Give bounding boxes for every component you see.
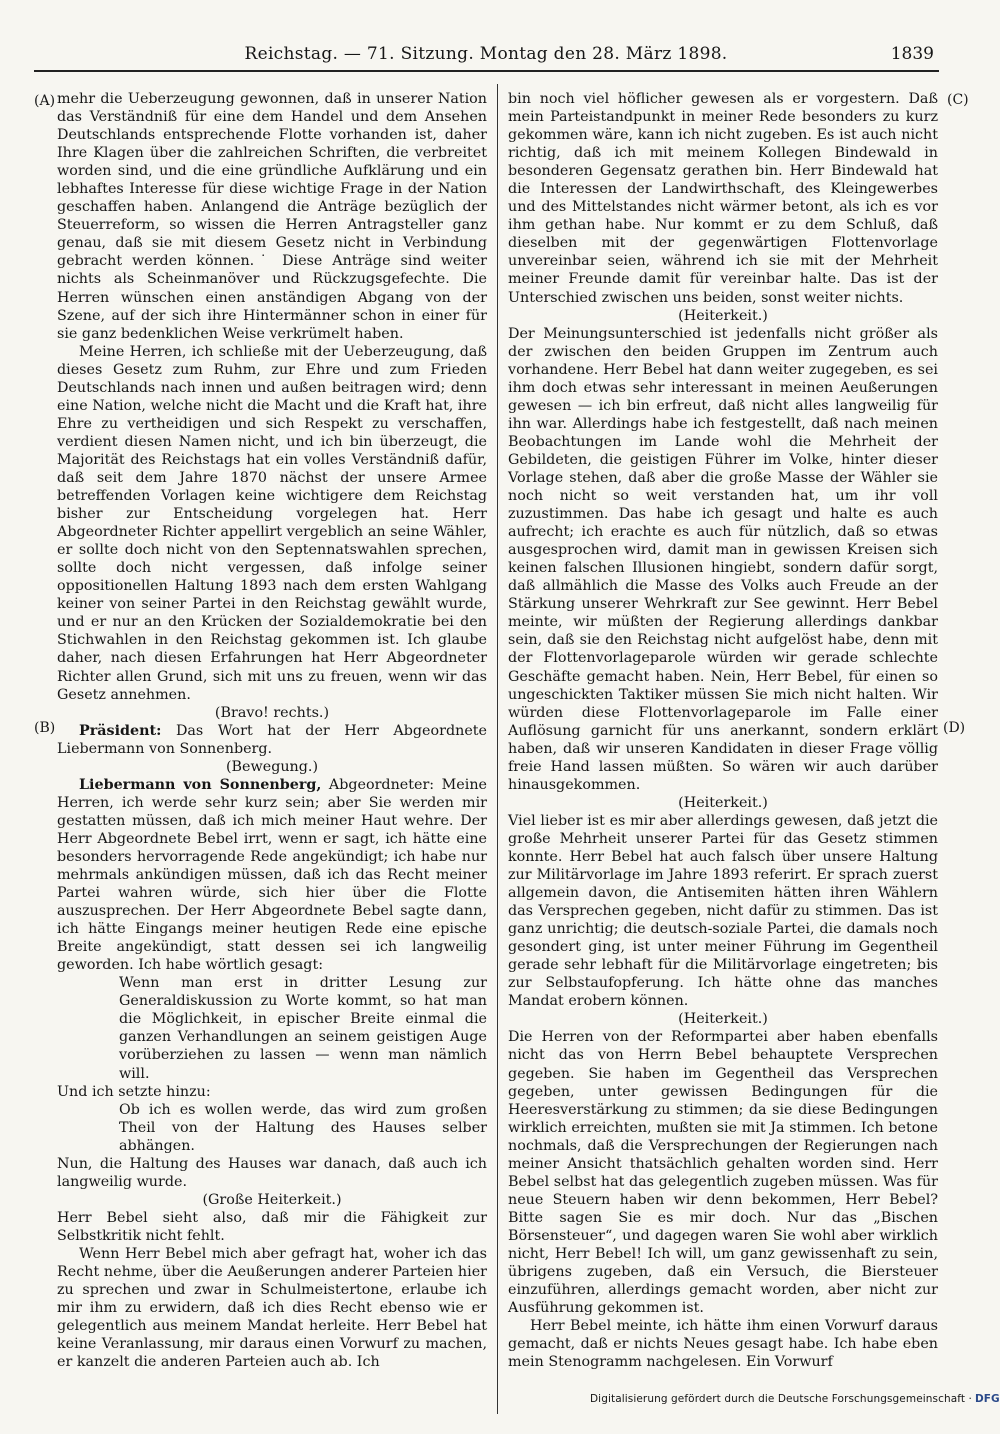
paragraph — [57, 1209, 487, 1245]
margin-marker-d: (D) — [943, 720, 966, 736]
speaker-name: Präsident: — [79, 722, 162, 739]
digitization-credit — [590, 1393, 1000, 1405]
paragraph — [508, 812, 938, 1011]
paragraph-text: Wenn Herr Bebel mich aber gefragt hat, woher ich das Recht nehme, über die Aeußerungen anderer Parteien hier zu sprechen und zwar in Schulmeistertone, erlaube ich mir ihm zu erwidern, daß ich dies Recht ebenso wie er gelegentlich aus meinem Mandat herleite. Herr Bebel hat keine Veranlassung, mir daraus einen Vorwurf zu machen, er kanzelt die anderen Parteien auch ab. Ich — [57, 1246, 487, 1371]
paragraph — [508, 325, 938, 794]
paragraph — [119, 974, 487, 1082]
column-divider — [497, 84, 498, 1414]
margin-marker-a: (A) — [34, 93, 56, 109]
paragraph — [57, 343, 487, 704]
paragraph — [508, 1317, 938, 1371]
margin-marker-b: (B) — [34, 720, 56, 736]
running-title: Reichstag. — 71. Sitzung. Montag den 28. März 1898. — [244, 44, 728, 64]
paragraph — [119, 1101, 487, 1155]
left-text-column — [57, 90, 487, 1371]
paragraph — [57, 90, 487, 343]
margin-marker-c: (C) — [947, 92, 969, 108]
paragraph-text: Viel lieber ist es mir aber allerdings gewesen, daß jetzt die große Mehrheit unserer Partei für das Gesetz stimmen konnte. Herr Bebel hat auch falsch über unsere Haltung zur Militärvorlage im Jahre 1893 referirt. Er sprach zuerst allgemein davon, die Antisemiten hätten ihren Wählern das Versprechen gegeben, nicht dafür zu stimmen. Das ist ganz unrichtig; die deutsch-soziale Partei, die damals noch gesondert ging, ist unter meiner Führung im Gegentheil gerade sehr lebhaft für die Militärvorlage eingetreten; bis zur Selbstaufopferung. Ich hätte ohne das manches Mandat erobern können. — [508, 812, 938, 1010]
paragraph-text: mehr die Ueberzeugung gewonnen, daß in unserer Nation das Verständniß für eine dem Handel und dem Ansehen Deutschlands entsprechende Flotte vorhanden ist, daher Ihre Klagen über die zahlreichen Schriften, die verbreitet worden sind, und die eine gründliche Aufklärung und ein lebhaftes Interesse für diese wichtige Frage in der Nation geschaffen haben. Anlangend die Anträge bezüglich der Steuerreform, so wissen die Herren Antragsteller ganz genau, daß sie mit diesem Gesetz nicht in Verbindung gebracht werden können.˙ Diese Anträge sind weiter nichts als Scheinmanöver und Rückzugsgefechte. Die Herren wünschen einen anständigen Abgang von der Szene, auf der sich ihre Hintermänner schon in einer für sie ganz bedenklichen Weise verkrümelt haben. — [57, 91, 487, 342]
paragraph — [508, 90, 938, 307]
credit-text: Digitalisierung gefördert durch die Deutsche Forschungsgemeinschaft · — [590, 1393, 972, 1405]
paragraph — [57, 1083, 487, 1101]
interjection — [57, 704, 487, 722]
paragraph — [57, 722, 487, 758]
paragraph-text: Herr Bebel sieht also, daß mir die Fähigkeit zur Selbstkritik nicht fehlt. — [57, 1209, 487, 1244]
paragraph-text: Meine Herren, ich schließe mit der Ueberzeugung, daß dieses Gesetz zum Ruhm, zur Ehre und zum Frieden Deutschlands nach innen und außen beitragen wird; denn eine Nation, welche nicht die Macht und die Kraft hat, ihre Ehre zu vertheidigen und sich Respekt zu verschaffen, verdient diesen Namen nicht, und ich bin überzeugt, die Majorität des Reichstags hat ein volles Verständniß dafür, daß seit dem Jahre 1870 nächst der unsere Armee betreffenden Vorlagen keine wichtigere dem Reichstag bisher zur Entscheidung vorgelegen hat. Herr Abgeordneter Richter appellirt vergeblich an seine Wähler, er sollte doch nicht von den Septennatswahlen sprechen, sollte doch nicht vergessen, daß infolge seiner oppositionellen Haltung 1893 nach dem ersten Wahlgang keiner von seiner Partei in den Reichstag gewählt wurde, und er nur an den Krücken der Sozialdemokratie bei den Stichwahlen in den Reichstag gekommen ist. Ich glaube daher, nach diesen Erfahrungen hat Herr Abgeordneter Richter allen Grund, sich mit uns zu freuen, wenn wir das Gesetz annehmen. — [57, 343, 487, 703]
interjection — [508, 1010, 938, 1028]
interjection — [57, 1191, 487, 1209]
paragraph-text: Der Meinungsunterschied ist jedenfalls nicht größer als der zwischen den beiden Gruppen im Zentrum auch vorhandene. Herr Bebel hat dann weiter zugegeben, es sei ihm doch etwas sehr interessant in meinen Aeußerungen gewesen — ich bin erfreut, daß nicht alles langweilig für ihn war. Allerdings habe ich festgestellt, daß nach meinen Beobachtungen im Lande wohl die Mehrheit der Gebildeten, die geistigen Führer im Volke, hinter dieser Vorlage stehen, daß aber die große Masse der Wähler sie noch nicht so weit verstanden hat, um ihr voll zuzustimmen. Das habe ich gesagt und halte es auch aufrecht; ich erachte es auch für nützlich, daß so etwas ausgesprochen wird, damit man in gewissen Kreisen sich keinen falschen Illusionen hingiebt, sondern dafür sorgt, daß allmählich die Masse des Volks auch Freude an der Stärkung unserer Wehrkraft zur See gewinnt. Herr Bebel meinte, wir müßten der Regierung allerdings dankbar sein, daß sie den Reichstag nicht aufgelöst habe, denn mit der Flottenvorlageparole würden wir gerade schlechte Geschäfte gemacht haben. Nein, Herr Bebel, für einen so ungeschickten Taktiker müssen Sie mich nicht halten. Wir würden diese Flottenvorlageparole im Falle einer Auflösung garnicht für uns anerkannt, sondern erklärt haben, daß wir unseren Kandidaten in dieser Frage völlig freie Hand lassen müßten. So wären wir auch darüber hinausgekommen. — [508, 325, 938, 793]
paragraph-text: bin noch viel höflicher gewesen als er vorgestern. Daß mein Parteistandpunkt in meiner Rede besonders zu kurz gekommen wäre, kann ich nicht zugeben. Es ist auch nicht richtig, daß ich mit meinem Kollegen Bindewald in besonderen Gegensatz gerathen bin. Herr Bindewald hat die Interessen der Landwirthschaft, des Kleingewerbes und des Mittelstandes nicht wärmer betont, als ich es vor ihm gethan habe. Nur kommt er zu dem Schluß, daß dieselben mit der gegenwärtigen Flottenvorlage unvereinbar seien, während ich sie mit der Mehrheit meiner Freunde damit für vereinbar halte. Das ist der Unterschied zwischen uns beiden, sonst weiter nichts. — [508, 91, 938, 306]
paragraph-text: (Heiterkeit.) — [678, 794, 768, 811]
paragraph — [57, 776, 487, 975]
paragraph — [57, 1155, 487, 1191]
paragraph-text: (Bravo! rechts.) — [214, 704, 330, 721]
dfg-logo: DFG — [974, 1393, 1000, 1405]
paragraph-text: Und ich setzte hinzu: — [57, 1083, 211, 1100]
paragraph-text: Nun, die Haltung des Hauses war danach, daß auch ich langweilig wurde. — [57, 1155, 487, 1190]
interjection — [508, 307, 938, 325]
paragraph-text: Wenn man erst in dritter Lesung zur Generaldiskussion zu Worte kommt, so hat man die Möglichkeit, in epischer Breite einmal die ganzen Verhandlungen an seinem geistigen Auge vorüberziehen zu lassen — wenn man nämlich will. — [119, 975, 487, 1082]
paragraph-text: (Heiterkeit.) — [678, 307, 768, 324]
interjection — [508, 794, 938, 812]
paragraph-text: Herr Bebel meinte, ich hätte ihm einen Vorwurf daraus gemacht, daß er nichts Neues gesagt habe. Ich habe eben mein Stenogramm nachgelesen. Ein Vorwurf — [508, 1318, 938, 1371]
paragraph — [57, 1245, 487, 1371]
header-rule — [34, 70, 939, 72]
interjection — [57, 758, 487, 776]
right-text-column — [508, 90, 938, 1371]
page-number: 1839 — [890, 44, 934, 64]
paragraph-text: Die Herren von der Reformpartei aber haben ebenfalls nicht das von Herrn Bebel behauptete Versprechen gegeben. Sie haben im Gegentheil das Versprechen gegeben, unter gewissen Bedingungen für die Heeresverstärkung zu stimmen; da sie diese Bedingungen wirklich erreichten, mußten sie mit Ja stimmen. Ich betone nochmals, daß die Versprechungen der Regierungen nach meiner Ansicht thatsächlich gehalten worden sind. Herr Bebel selbst hat das gelegentlich zugeben müssen. Was für neue Steuern haben wir denn bekommen, Herr Bebel? Bitte sagen Sie es mir doch. Nur das „Bischen Börsensteuer“, und dagegen waren Sie wohl aber wirklich nicht, Herr Bebel! Ich will, um ganz gewissenhaft zu sein, übrigens zugeben, daß ein Versuch, die Biersteuer einzuführen, allerdings gemacht worden, aber nicht zur Ausführung gekommen ist. — [508, 1029, 938, 1317]
paragraph-text: Ob ich es wollen werde, das wird zum großen Theil von der Haltung des Hauses selber abhängen. — [119, 1101, 487, 1154]
paragraph-text: Das Wort hat der Herr Abgeordnete Liebermann von Sonnenberg. — [57, 722, 487, 757]
paragraph — [508, 1028, 938, 1317]
paragraph-text: (Große Heiterkeit.) — [202, 1191, 342, 1208]
paragraph-text: Abgeordneter: Meine Herren, ich werde sehr kurz sein; aber Sie werden mir gestatten müssen, daß ich mich meiner Haut wehre. Der Herr Abgeordnete Bebel irrt, wenn er sagt, ich hätte eine besonders hervorragende Rede angekündigt; ich habe nur mehrmals ankündigen müssen, daß ich das Recht meiner Partei wahren würde, sich hier über die Flotte auszusprechen. Der Herr Abgeordnete Bebel sagte dann, ich hätte Eingangs meiner heutigen Rede eine epische Breite angekündigt, statt dessen sei ich langweilig geworden. Ich habe wörtlich gesagt: — [57, 776, 487, 974]
speaker-name: Liebermann von Sonnenberg, — [79, 776, 322, 793]
paragraph-text: (Bewegung.) — [225, 758, 319, 775]
paragraph-text: (Heiterkeit.) — [678, 1011, 768, 1028]
